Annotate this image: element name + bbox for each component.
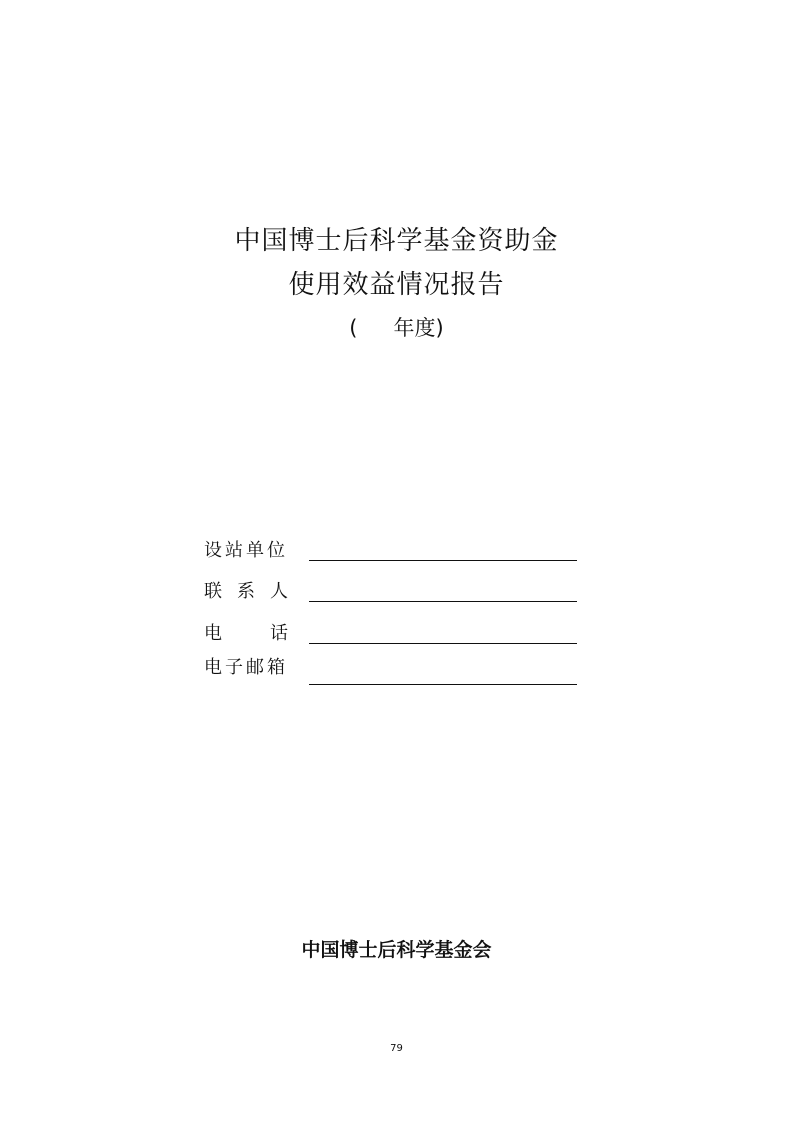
email-label: 电子邮箱 xyxy=(204,657,288,678)
phone-label xyxy=(204,622,288,646)
form-row-unit xyxy=(204,537,584,567)
form-row-email xyxy=(204,654,584,684)
label-char: 人 xyxy=(270,581,288,602)
year-open-paren: ( xyxy=(349,316,358,340)
form-row-phone xyxy=(204,620,584,650)
report-title-line-1: 中国博士后科学基金资助金 xyxy=(234,226,559,256)
contact-field[interactable] xyxy=(309,601,577,602)
form-row-contact xyxy=(204,578,584,608)
email-field[interactable] xyxy=(309,684,577,685)
issuing-organization: 中国博士后科学基金会 xyxy=(301,939,492,961)
label-char: 话 xyxy=(270,623,288,644)
report-title-line-2: 使用效益情况报告 xyxy=(288,270,505,300)
report-year xyxy=(0,314,793,342)
page-number: 79 xyxy=(390,1043,403,1054)
unit-label: 设站单位 xyxy=(204,540,288,561)
label-char: 系 xyxy=(237,581,255,602)
unit-field[interactable] xyxy=(309,560,577,561)
label-char: 联 xyxy=(204,581,222,602)
contact-label xyxy=(204,580,288,604)
label-char: 电 xyxy=(204,623,222,644)
year-label: 年度) xyxy=(393,316,444,340)
phone-field[interactable] xyxy=(309,643,577,644)
